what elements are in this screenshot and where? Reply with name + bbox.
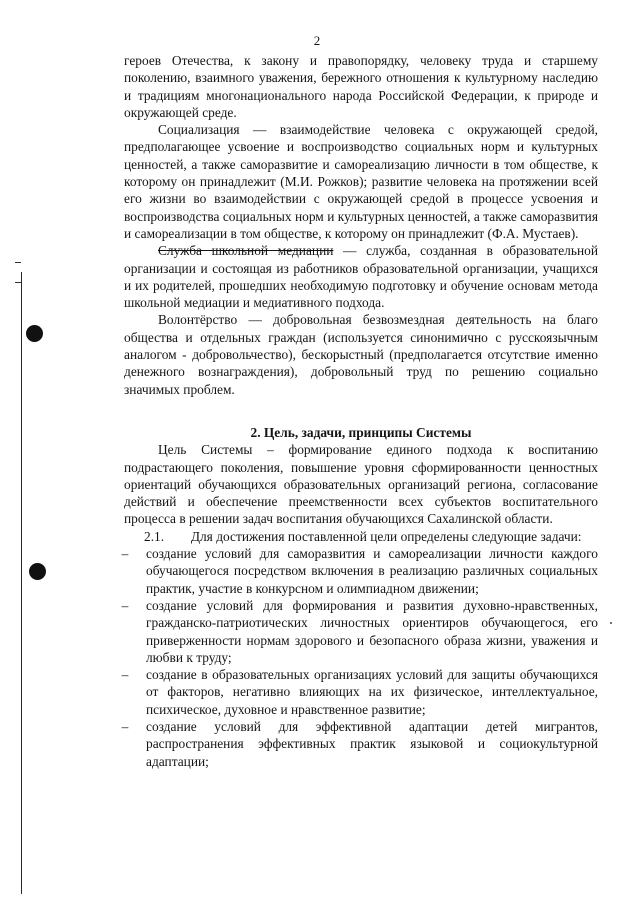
item-2-1-intro: 2.1. Для достижения поставленной цели определены следующие задачи: [144,528,582,544]
paragraph-mediation [124,242,598,311]
paragraph-volunteering: Волонтёрство — добровольная безвозмездная деятельность на благо общества и отдельных граждан (используется синонимично с русскоязычным аналогом - добровольчество), бескорыстный (предполагается отсутствие именно денежного вознаграждения), добровольный труд по решению социально значимых проблем. [124,312,598,397]
mediation-term: Служба школьной медиации [158,243,334,259]
section-heading: 2. Цель, задачи, принципы Системы [250,424,472,440]
scan-edge-mark [15,282,21,283]
paragraph-socialization: Социализация — взаимодействие человека с окружающей средой, предполагающее усвоение и воспроизводство социальных норм и культурных ценностей, а также саморазвитие и самореализацию личности в том обществе, к которому он принадлежит (М.И. Рожков); развитие человека на протяжении всей его жизни во взаимодействии с окружающей средой в процессе усвоения и воспроизводства социальных норм и культурных ценностей, а также саморазвития и самореализации в том обществе, к которому он принадлежит (Ф.А. Мустаев). [124,122,598,241]
list-item-text: создание условий для саморазвития и самореализации личности каждого обучающегося посредством включения в реализацию различных социальных практик, участие в конкурсном и олимпиадном движении; [146,546,598,596]
list-item-text: создание условий для формирования и развития духовно-нравственных, гражданско-патриотических личностных ориентиров обучающегося, его приверженности нормам здорового и безопасного образа жизни, уважения и любви к труду; [146,597,598,665]
document-body [121,52,598,770]
list-dash: – [121,597,129,613]
scan-edge-line [21,272,22,894]
paragraph-goal: Цель Системы – формирование единого подхода к воспитанию подрастающего поколения, повышение уровня сформированности ценностных ориентаций обучающихся образовательных организаций региона, согласование действий и обеспечение преемственности всех субъектов воспитательного процесса в решении задач воспитания обучающихся Сахалинской области. [124,442,598,527]
list-dash: – [121,546,129,562]
tasks-list [121,545,598,770]
list-dash: – [121,718,129,734]
punch-hole [29,563,46,580]
mediation-definition: — служба, созданная в образовательной организации и состоящая из работников образовательной организации, учащихся и их родителей, прошедших необходимую подготовку и обучение основам метода школьной медиации и медиативного подхода. [124,243,598,311]
list-item-text: создание условий для эффективной адаптации детей мигрантов, распространения эффективных практик языковой и социокультурной адаптации; [146,718,598,769]
list-item-text: создание в образовательных организациях условий для защиты обучающихся от факторов, негативно влияющих на их физическое, интеллектуальное, психическое, духовное и нравственное развитие; [146,667,598,717]
paragraph-continuation: героев Отечества, к закону и правопорядку, человеку труда и старшему поколению, взаимного уважения, бережного отношения к культурному наследию и традициям многонационального народа Российской Федерации, к природе и окружающей среде. [124,53,598,120]
list-dash: – [121,667,129,683]
punch-hole [26,325,43,342]
scan-edge-mark [15,262,21,263]
scan-speck [610,622,612,624]
list-item [121,545,598,597]
list-item [121,597,598,666]
page-number: 2 [313,33,321,48]
list-item [121,718,598,770]
list-item [121,666,598,718]
